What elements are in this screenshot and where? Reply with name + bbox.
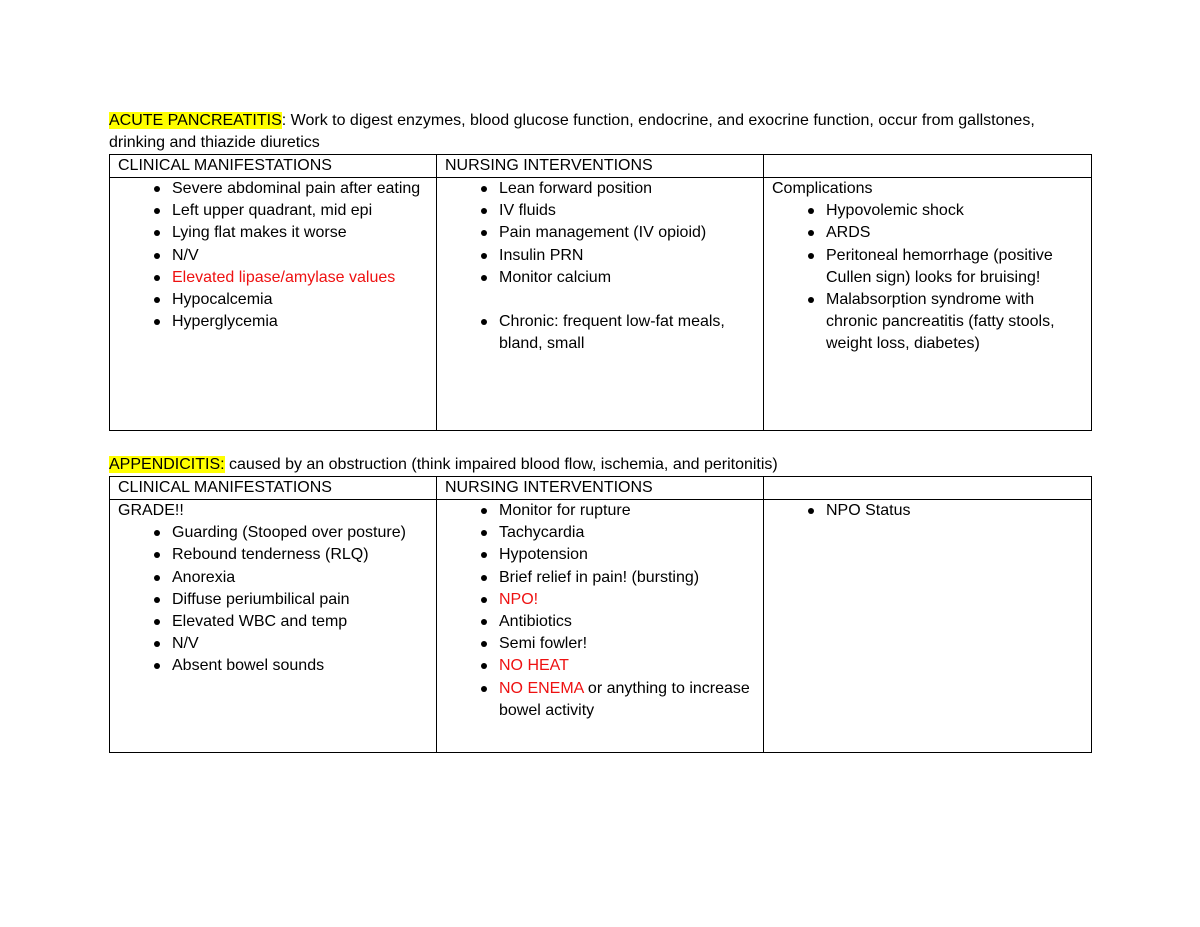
list-item: Hypocalcemia <box>172 289 428 311</box>
list-item: Left upper quadrant, mid epi <box>172 200 428 222</box>
list-item: Hypovolemic shock <box>826 200 1083 222</box>
list-item: Rebound tenderness (RLQ) <box>172 544 428 566</box>
no-enema-rest-text: or anything to increase bowel activity <box>499 679 750 719</box>
no-enema-text: NO ENEMA <box>499 679 584 697</box>
list-item: Pain management (IV opioid) <box>499 222 755 244</box>
list-item: Severe abdominal pain after eating <box>172 178 428 200</box>
pancreatitis-interventions-list <box>445 178 755 355</box>
list-item: Monitor for rupture <box>499 500 755 522</box>
appendicitis-title: APPENDICITIS: <box>109 456 225 473</box>
appendicitis-manifestations-list <box>118 522 428 677</box>
list-item: Malabsorption syndrome with chronic pancreatitis (fatty stools, weight loss, diabetes) <box>826 289 1083 356</box>
list-item: Lean forward position <box>499 178 755 200</box>
pancreatitis-manifestations-cell <box>110 178 437 431</box>
list-item: Brief relief in pain! (bursting) <box>499 567 755 589</box>
appendicitis-header-blank <box>764 477 1092 500</box>
pancreatitis-title: ACUTE PANCREATITIS <box>109 112 282 129</box>
appendicitis-other-list <box>772 500 1083 522</box>
list-item: Elevated WBC and temp <box>172 611 428 633</box>
list-item: Hypotension <box>499 544 755 566</box>
appendicitis-interventions-list <box>445 500 755 722</box>
pancreatitis-table <box>109 154 1092 431</box>
appendicitis-body-row <box>110 500 1092 753</box>
list-item: Elevated lipase/amylase values <box>172 267 428 289</box>
appendicitis-description: caused by an obstruction (think impaired blood flow, ischemia, and peritonitis) <box>224 456 778 473</box>
list-item: Antibiotics <box>499 611 755 633</box>
pancreatitis-complications-cell <box>764 178 1092 431</box>
list-item: Lying flat makes it worse <box>172 222 428 244</box>
pancreatitis-section <box>109 110 1091 431</box>
list-item: IV fluids <box>499 200 755 222</box>
pancreatitis-header-interventions: NURSING INTERVENTIONS <box>437 155 764 178</box>
list-item: Chronic: frequent low-fat meals, bland, small <box>499 311 755 355</box>
appendicitis-header-manifestations: CLINICAL MANIFESTATIONS <box>110 477 437 500</box>
pancreatitis-header-manifestations: CLINICAL MANIFESTATIONS <box>110 155 437 178</box>
pancreatitis-header-blank <box>764 155 1092 178</box>
pancreatitis-interventions-cell <box>437 178 764 431</box>
appendicitis-section <box>109 454 1091 753</box>
list-item: ARDS <box>826 222 1083 244</box>
list-item: Semi fowler! <box>499 633 755 655</box>
appendicitis-other-cell <box>764 500 1092 753</box>
grade-label: GRADE!! <box>118 502 184 519</box>
pancreatitis-complications-list <box>772 200 1083 355</box>
pancreatitis-body-row <box>110 178 1092 431</box>
appendicitis-interventions-cell <box>437 500 764 753</box>
pancreatitis-heading <box>109 110 1091 154</box>
pancreatitis-description: : Work to digest enzymes, blood glucose function, endocrine, and exocrine function, occur from gallstones, drinking and thiazide diuretics <box>109 112 1035 151</box>
list-item: N/V <box>172 245 428 267</box>
list-item <box>499 678 755 722</box>
list-item: Monitor calcium <box>499 267 755 289</box>
pancreatitis-header-row <box>110 155 1092 178</box>
complications-label: Complications <box>772 180 873 197</box>
list-item: NPO Status <box>826 500 1083 522</box>
list-item: Hyperglycemia <box>172 311 428 333</box>
list-item: Diffuse periumbilical pain <box>172 589 428 611</box>
list-item: Guarding (Stooped over posture) <box>172 522 428 544</box>
list-item: Absent bowel sounds <box>172 655 428 677</box>
appendicitis-table <box>109 476 1092 753</box>
appendicitis-header-row <box>110 477 1092 500</box>
list-item: Peritoneal hemorrhage (positive Cullen sign) looks for bruising! <box>826 245 1083 289</box>
appendicitis-header-interventions: NURSING INTERVENTIONS <box>437 477 764 500</box>
appendicitis-heading <box>109 454 1091 476</box>
list-item: N/V <box>172 633 428 655</box>
list-item: Anorexia <box>172 567 428 589</box>
list-item: Tachycardia <box>499 522 755 544</box>
list-item: Insulin PRN <box>499 245 755 267</box>
list-item: NPO! <box>499 589 755 611</box>
appendicitis-manifestations-cell <box>110 500 437 753</box>
list-item: NO HEAT <box>499 655 755 677</box>
pancreatitis-manifestations-list <box>118 178 428 333</box>
